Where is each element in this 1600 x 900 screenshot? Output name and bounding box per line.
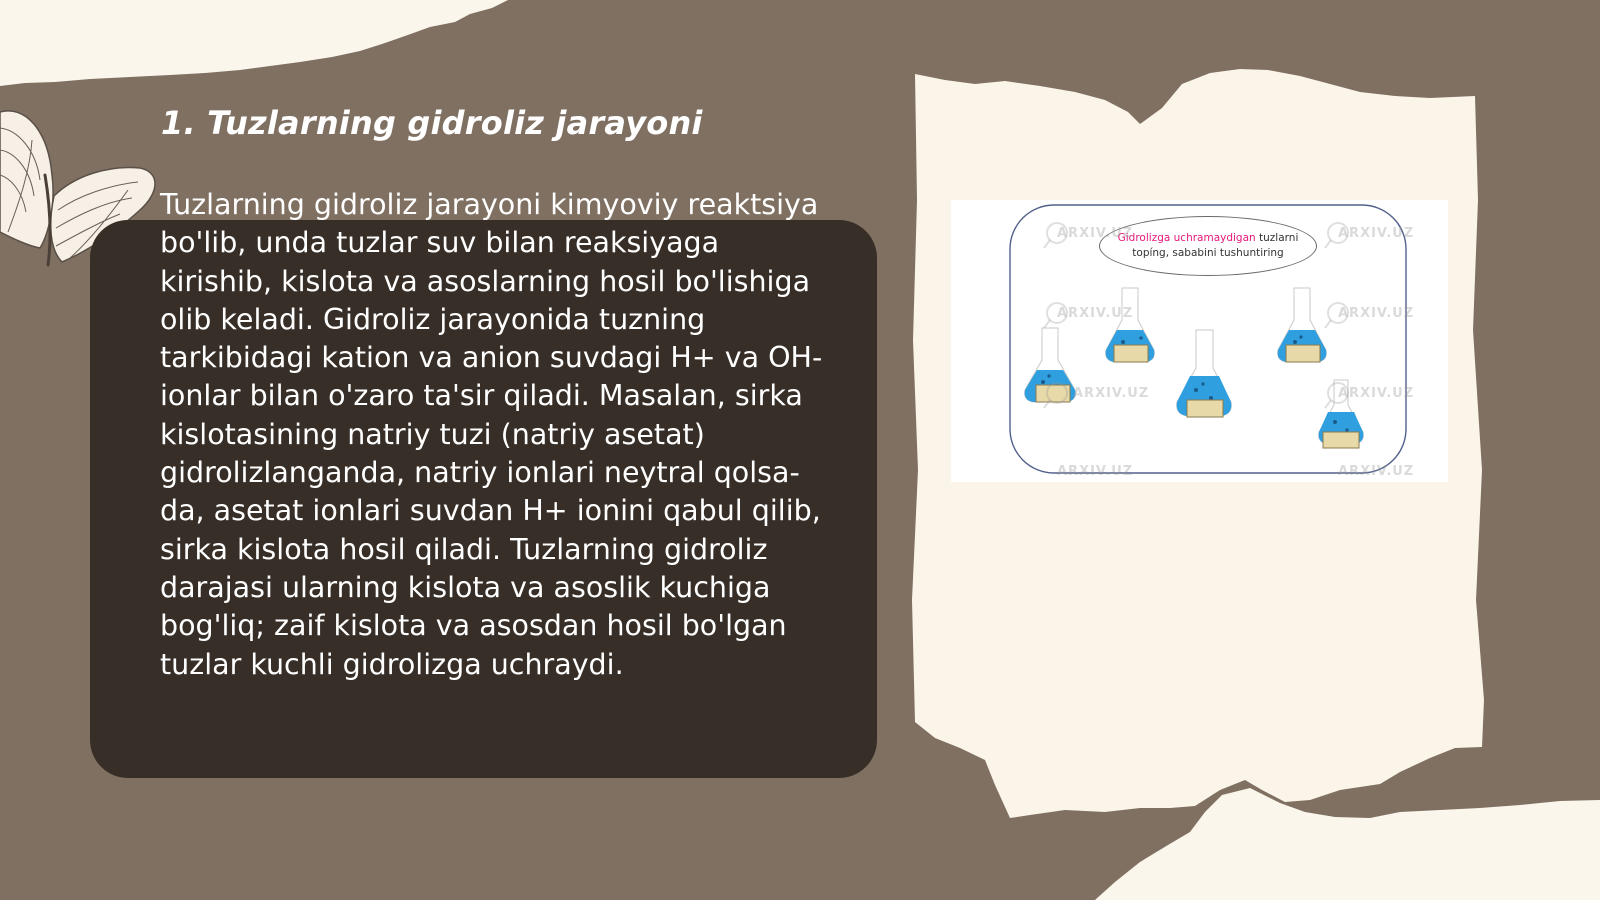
watermark-text: ARXIV.UZ	[1073, 386, 1150, 401]
flask-icon	[1106, 288, 1155, 362]
caption-text: tuzlarni topíng, sababini tushuntiring	[1132, 232, 1299, 259]
flask-icon	[1278, 288, 1327, 362]
watermark-text: ARXIV.UZ	[1057, 464, 1134, 479]
watermark-text: ARXIV.UZ	[1338, 306, 1415, 321]
caption-highlight: Gidrolizga uchramaydigan	[1117, 232, 1256, 244]
watermark-text: ARXIV.UZ	[1338, 226, 1415, 241]
slide-title: 1. Tuzlarning gidroliz jarayoni	[161, 104, 703, 142]
slide-body-text: Tuzlarning gidroliz jarayoni kimyoviy reaktsiya bo'lib, unda tuzlar suv bilan reaksiyaga kirishib, kislota va asoslarning hosil bo'lishiga olib keladi. Gidroliz jarayonida tuzning tarkibidagi kation va anion suvdagi H+ va OH- ionlar bilan o'zaro ta'sir qiladi. Masalan, sirka kislotasining natriy tuzi (natriy asetat) gidrolizlanganda, natriy ionlari neytral qolsa-da, asetat ionlari suvdan H+ ionini qabul qilib, sirka kislota hosil qiladi. Tuzlarning gidroliz darajasi ularning kislota va asoslik kuchiga bog'liq; zaif kislota va asosdan hosil bo'lgan tuzlar kuchli gidrolizga uchraydi.	[160, 188, 823, 681]
watermark-text: ARXIV.UZ	[1057, 306, 1134, 321]
figure-caption	[1099, 216, 1317, 276]
watermark-text: ARXIV.UZ	[1338, 386, 1415, 401]
flasks-figure	[951, 200, 1448, 482]
flask-icon	[1177, 330, 1232, 417]
watermark-text: ARXIV.UZ	[1057, 226, 1134, 241]
watermark-text: ARXIV.UZ	[1338, 464, 1415, 479]
